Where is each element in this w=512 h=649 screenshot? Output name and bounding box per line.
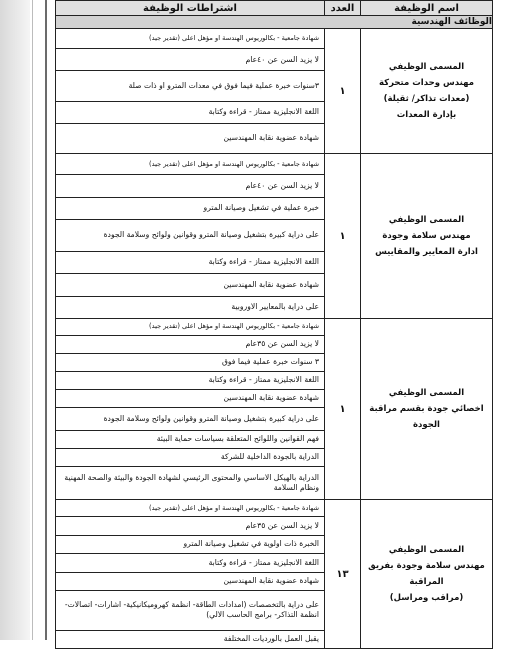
job-title-cell (361, 154, 493, 319)
job-row (56, 29, 493, 154)
requirement-item: شهادة عضوية نقابة المهندسين (56, 573, 324, 592)
table-header-row (56, 1, 493, 16)
requirement-item: فهم القوانين واللوائح المتعلقة بسياسات حماية البيئة (56, 431, 324, 449)
binding-margin-line (45, 0, 47, 640)
requirement-item: شهادة جامعية - بكالوريوس الهندسة او مؤهل اعلى (تقدير جيد) (56, 29, 324, 49)
header-count: العدد (325, 1, 361, 16)
requirement-item: شهادة جامعية - بكالوريوس الهندسة او مؤهل اعلى (تقدير جيد) (56, 500, 324, 517)
requirements-cell (56, 500, 325, 649)
requirement-item: شهادة عضوية نقابة المهندسين (223, 133, 319, 143)
requirement-item: ٣ سنوات خبرة عملية فيما فوق (56, 354, 324, 372)
requirements-cell (56, 29, 325, 154)
requirement-item: على دراية بالتخصصات (امدادات الطاقة- انظمة كهروميكانيكية- اشارات- اتصالات- انظمة التذاكر- برامج الحاسب الالي) (56, 591, 324, 630)
requirement-item: شهادة جامعية - بكالوريوس الهندسة او مؤهل اعلى (تقدير جيد) (56, 154, 324, 175)
requirement-item: يقبل العمل بالورديات المختلفة (223, 634, 319, 644)
job-title-cell (361, 29, 493, 154)
requirements-list (56, 154, 324, 318)
requirement-item: خبرة عملية في تشغيل وصيانة المترو (56, 198, 324, 220)
job-title-cell (361, 500, 493, 649)
binding-shadow (0, 0, 30, 640)
requirement-item: الدراية بالجودة الداخلية للشركة (56, 449, 324, 467)
job-title-line: بإدارة المعدات (396, 110, 457, 121)
job-title-line: (معدات تذاكر/ ثقيلة) (383, 94, 470, 104)
requirement-item: لا يزيد السن عن ٣٥عام (56, 336, 324, 354)
requirements-cell (56, 319, 325, 500)
job-title-line: المسمى الوظيفي (388, 544, 465, 555)
job-title-line: مهندس سلامة وجودة بفريق المراقبة (368, 560, 485, 587)
requirement-item: على دراية بالمعايير الاوروبية (231, 302, 319, 312)
requirement-item: الدراية بالهيكل الاساسي والمحتوى الرئيسي لشهادة الجودة والبيئة والصحة المهنية ونظام السلامة (64, 472, 319, 492)
requirement-item: لا يزيد السن عن ٤٠عام (56, 175, 324, 197)
job-requirements-table (55, 0, 493, 649)
job-title-line: اخصائي جودة بقسم مراقبة الجودة (369, 403, 484, 431)
job-row (56, 154, 493, 319)
requirement-item: اللغة الانجليزية ممتاز - قراءة وكتابة (56, 372, 324, 390)
requirement-item: اللغة الانجليزية ممتاز - قراءة وكتابة (56, 102, 324, 124)
header-requirements: اشتراطات الوظيفة (56, 1, 325, 16)
requirement-item: شهادة جامعية - بكالوريوس الهندسة او مؤهل اعلى (تقدير جيد) (56, 319, 324, 336)
job-count: ١ (325, 29, 361, 154)
job-title-line: المسمى الوظيفي (388, 387, 465, 398)
job-title-cell (361, 319, 493, 500)
requirement-item: شهادة عضوية نقابة المهندسين (56, 274, 324, 296)
requirements-list (56, 29, 324, 153)
section-row (56, 16, 493, 29)
job-title-line: ادارة المعايير والمقاييس (375, 247, 478, 258)
requirements-cell (56, 154, 325, 319)
requirement-item: اللغة الانجليزية ممتاز - قراءة وكتابة (56, 554, 324, 573)
requirement-item: لا يزيد السن عن ٣٥عام (56, 517, 324, 536)
job-count: ١ (325, 319, 361, 500)
requirement-item: لا يزيد السن عن ٤٠عام (56, 49, 324, 71)
job-title-line: المسمى الوظيفي (388, 214, 465, 225)
job-count: ١٣ (325, 500, 361, 649)
job-title-line: مهندس سلامة وجودة (382, 230, 471, 241)
requirement-item: على دراية كبيرة بتشغيل وصيانة المترو وقوانين ولوائح وسلامة الجودة (56, 220, 324, 252)
binding-edge-line (32, 0, 33, 640)
requirement-item: على دراية كبيرة بتشغيل وصيانة المترو وقوانين ولوائح وسلامة الجودة (56, 408, 324, 431)
requirement-item: اللغة الانجليزية ممتاز - قراءة وكتابة (56, 252, 324, 274)
job-row (56, 319, 493, 500)
requirement-item: ٣سنوات خبرة عملية فيما فوق في معدات المترو او ذات صلة (56, 71, 324, 101)
section-label: الوظائف الهندسية (56, 16, 493, 29)
job-title-line: مهندس وحدات متحركة (379, 77, 474, 88)
requirement-item: شهادة عضوية نقابة المهندسين (56, 390, 324, 408)
job-count: ١ (325, 154, 361, 319)
job-row (56, 500, 493, 649)
header-job-title: اسم الوظيفة (361, 1, 493, 16)
requirement-item: الخبرة ذات اولوية في تشغيل وصيانة المترو (56, 536, 324, 555)
requirements-list (56, 500, 324, 648)
job-title-line: المسمى الوظيفي (388, 61, 465, 72)
requirements-list (56, 319, 324, 499)
job-title-line: (مراقب ومراسل) (389, 593, 464, 604)
